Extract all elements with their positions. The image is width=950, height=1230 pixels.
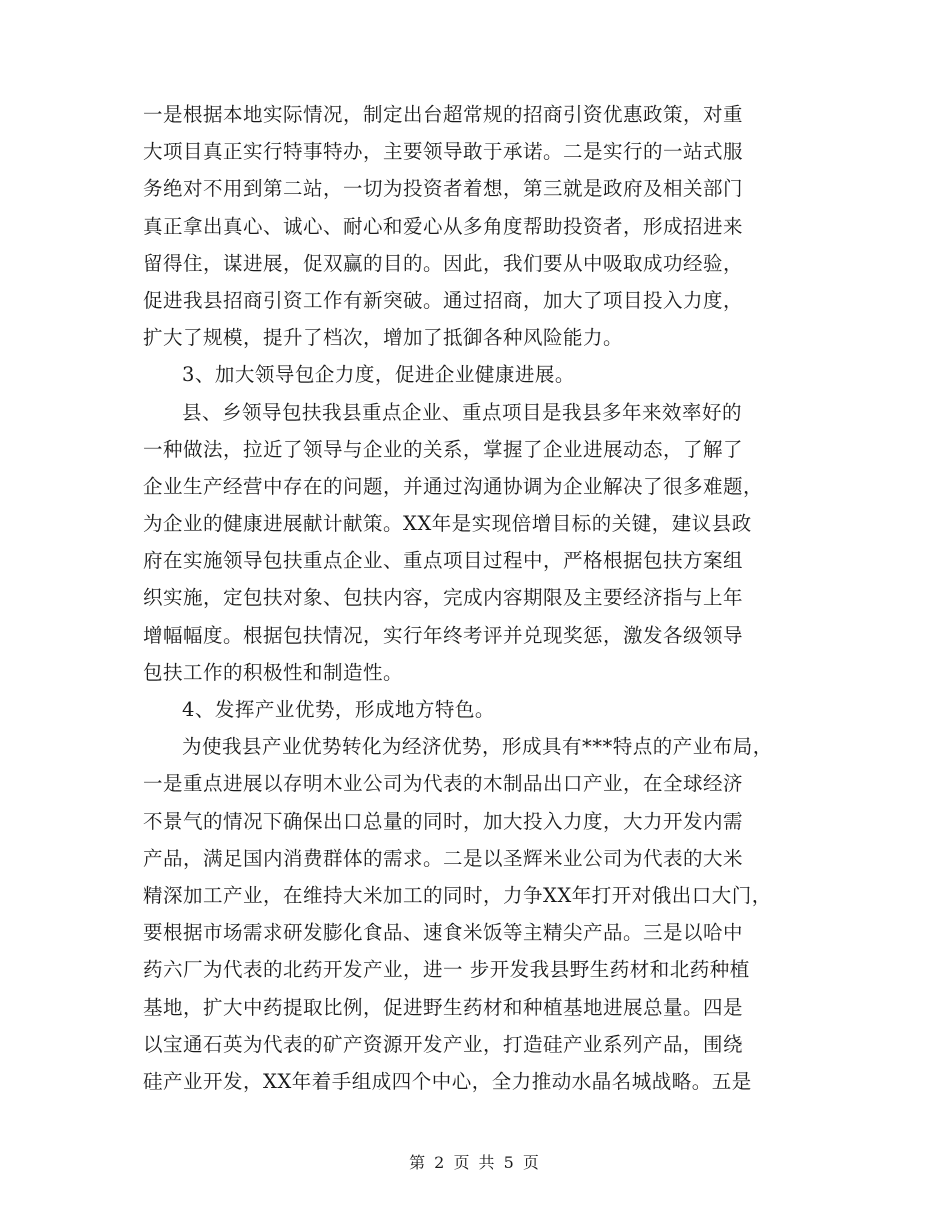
text-line: 一是根据本地实际情况，制定出台超常规的招商引资优惠政策，对重 (143, 103, 744, 126)
text-line: 县、乡领导包扶我县重点企业、重点项目是我县多年来效率好的 (182, 400, 743, 424)
text-line: 增幅幅度。根据包扶情况，实行年终考评并兑现奖惩，激发各级领导 (143, 623, 744, 647)
text-line: 以宝通石英为代表的矿产资源开发产业，打造硅产业系列产品，围绕 (143, 1032, 744, 1056)
text-line: 不景气的情况下确保出口总量的同时，加大投入力度，大力开发内需 (143, 809, 744, 833)
text-line: 要根据市场需求研发膨化食品、速食米饭等主精尖产品。三是以哈中 (143, 921, 744, 945)
page-number-footer: 第 2 页 共 5 页 (409, 1153, 541, 1172)
text-line: 一种做法，拉近了领导与企业的关系，掌握了企业进展动态，了解了 (143, 437, 744, 461)
text-line: 一是重点进展以存明木业公司为代表的木制品出口产业，在全球经济 (143, 772, 744, 796)
text-line: 4、发挥产业优势，形成地方特色。 (182, 698, 495, 721)
text-line: 府在实施领导包扶重点企业、重点项目过程中，严格根据包扶方案组 (143, 549, 744, 573)
text-line: 3、加大领导包企力度，促进企业健康进展。 (182, 363, 575, 387)
text-line: 为使我县产业优势转化为经济优势，形成具有***特点的产业布局， (182, 735, 773, 759)
text-line: 为企业的健康进展献计献策。XX年是实现倍增目标的关键，建议县政 (143, 512, 752, 536)
text-line: 织实施，定包扶对象、包扶内容，完成内容期限及主要经济指与上年 (143, 586, 744, 610)
text-line: 产品，满足国内消费群体的需求。二是以圣辉米业公司为代表的大米 (143, 846, 744, 870)
text-line: 精深加工产业，在维持大米加工的同时，力争XX年打开对俄出口大门， (143, 883, 772, 907)
text-line: 基地，扩大中药提取比例，促进野生药材和种植基地进展总量。四是 (143, 995, 744, 1019)
text-line: 务绝对不用到第二站，一切为投资者着想，第三就是政府及相关部门 (143, 177, 744, 201)
text-line: 扩大了规模，提升了档次，增加了抵御各种风险能力。 (143, 326, 624, 350)
text-line: 留得住，谋进展，促双赢的目的。因此，我们要从中吸取成功经验， (143, 251, 744, 275)
text-line: 促进我县招商引资工作有新突破。通过招商，加大了项目投入力度， (143, 288, 744, 312)
text-line: 真正拿出真心、诚心、耐心和爱心从多角度帮助投资者，形成招进来 (143, 214, 744, 238)
text-line: 药六厂为代表的北药开发产业，进一 步开发我县野生药材和北药种植 (143, 958, 750, 982)
text-line: 大项目真正实行特事特办，主要领导敢于承诺。二是实行的一站式服 (143, 140, 744, 164)
document-body (143, 96, 823, 1100)
text-line: 包扶工作的积极性和制造性。 (143, 660, 404, 684)
text-line: 企业生产经营中存在的问题，并通过沟通协调为企业解决了很多难题， (143, 474, 764, 498)
text-line: 硅产业开发，XX年着手组成四个中心，全力推动水晶名城战略。五是 (143, 1069, 752, 1093)
